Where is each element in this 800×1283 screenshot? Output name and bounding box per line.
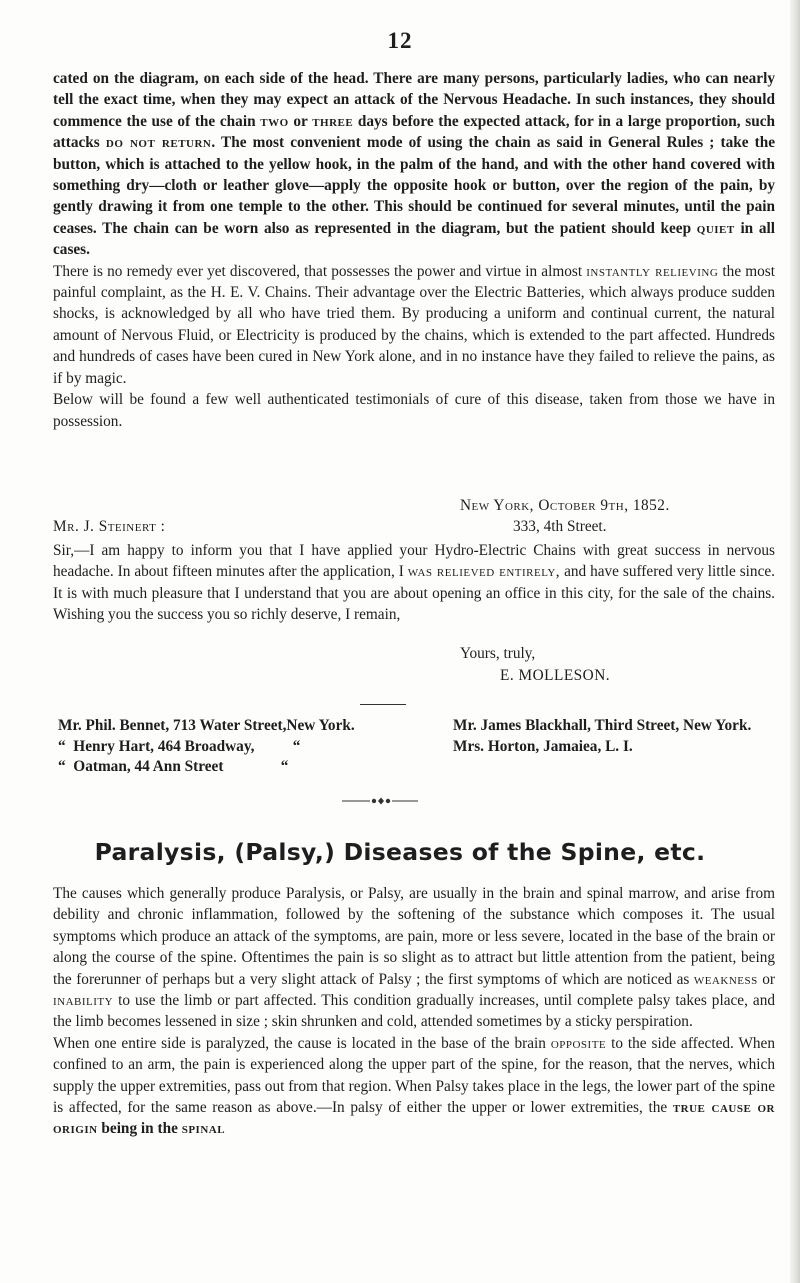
section-p1-text-3: to use the limb or part affected. This condition gradually increases, until complete palsy takes place, and the limb becomes lessened in size ; skin shrunken and cold, attended sometimes by a sticky perspiration. <box>53 992 775 1031</box>
section-p1-text: The causes which generally produce Paralysis, or Palsy, are usually in the brain and spinal marrow, and arise from debility and chronic inflammation, followed by the softening of the substance which composes it. The usual symptoms which produce an attack of the symptoms, are pain, more or less severe, located in the base of the brain or along the course of the spine. Oftentimes the pain is so slight as to attract but little attention from the patient, being the forerunner of perhaps but a very slight attack of Palsy ; the first symptoms of which are noticed as <box>53 885 775 988</box>
section-p1-text-2: or <box>762 970 775 988</box>
intro-p1-text: cated on the diagram, on each side of the head. There are many persons, particularly ladies, who can nearly tell the exact time, when they may expect an attack of the Nervous Headache. In such instances, they should commence the use of the chain <box>53 70 775 130</box>
intro-p2-text: There is no remedy ever yet discovered, that possesses the power and virtue in almost <box>53 262 583 280</box>
intro-p1-text-4: . The most convenient mode of using the chain as said in General Rules ; take the button, which is attached to the yellow hook, in the palm of the hand, and with the other hand covered with something dry—cloth or leather glove—apply the opposite hook or button, over the region of the pain, by gently drawing it from one temple to the other. This should be continued for several minutes, until the pain ceases. The chain can be worn also as represented in the diagram, but the patient should keep <box>53 134 776 237</box>
reference-item: Mrs. Horton, Jamaiea, L. I. <box>453 737 633 755</box>
letter-addressee: Mr. J. Steinert : <box>53 518 166 535</box>
section-p2-emphasis-3: spinal <box>181 1120 226 1138</box>
letter-closing: Yours, truly, <box>460 645 536 662</box>
letter-body-text-2: and have suffered very little since. It is with much pleasure that I understand that you are about opening an office in this city, for the sale of the chains. Wishing you the success you so richly deserve, I remain, <box>53 563 775 624</box>
letter-body <box>53 540 775 626</box>
intro-paragraph-1 <box>53 68 775 261</box>
section-p2-text: When one entire side is paralyzed, the cause is located in the base of the brain <box>53 1034 546 1052</box>
reference-column-left <box>58 716 355 778</box>
intro-p1-text-5: in all cases. <box>53 219 776 259</box>
intro-p1-emphasis-4: quiet <box>696 219 735 237</box>
section-p2-emphasis-2: true cause or origin <box>53 1099 775 1138</box>
section-p2-text-2: to the side affected. When confined to an arm, the pain is experienced along the upper part of the spine, for the reason, that the nerves, which supply the upper extremities, pass out from that region. When Palsy takes place in the legs, the lower part of the spine is affected, for the same reason as above.—In palsy of either the upper or lower extremities, the <box>53 1034 775 1117</box>
section-heading: Paralysis, (Palsy,) Diseases of the Spine, etc. <box>94 838 706 866</box>
intro-p1-emphasis-2: three <box>312 112 354 130</box>
intro-p1-text-3: days before the expected attack, for in a large proportion, such attacks <box>53 112 775 152</box>
page-edge-shadow <box>790 0 800 1283</box>
ornamental-divider <box>340 796 420 806</box>
intro-p2-emphasis: instantly relieving <box>586 262 719 280</box>
section-p1-emphasis-2: inability <box>53 992 114 1010</box>
intro-p3-text: Below will be found a few well authenticated testimonials of cure of this disease, taken from those we have in possession. <box>53 391 775 430</box>
letter-body-emphasis: was relieved entirely, <box>407 563 561 581</box>
section-p2-text-3: being in the <box>101 1120 178 1138</box>
section-p2-emphasis-1: opposite <box>550 1034 607 1052</box>
section-paragraph-2 <box>53 1033 775 1140</box>
page-number: 12 <box>387 28 413 53</box>
separator-rule <box>360 704 406 705</box>
section-body <box>53 883 775 1140</box>
letter-address: 333, 4th Street. <box>513 518 607 535</box>
intro-p1-text-2: or <box>293 112 308 130</box>
letter-body-text: Sir,—I am happy to inform you that I have applied your Hydro-Electric Chains with great success in nervous headache. In about fifteen minutes after the application, I <box>53 542 775 581</box>
letter-paragraph <box>53 540 775 626</box>
intro-p1-emphasis-3: do not return <box>105 134 212 152</box>
section-paragraph-1 <box>53 883 775 1033</box>
intro-paragraph-2 <box>53 261 775 389</box>
letter-date: New York, October 9th, 1852. <box>460 497 670 514</box>
reference-item: Mr. James Blackhall, Third Street, New York. <box>453 717 752 734</box>
section-p1-emphasis-1: weakness <box>693 970 758 988</box>
reference-column-right <box>453 716 751 757</box>
intro-p2-text-2: the most painful complaint, as the H. E. V. Chains. Their advantage over the Electric Batteries, which always produce sudden shocks, is acknowledged by all who have tried them. By producing a uniform and continual current, the natural amount of Nervous Fluid, or Electricity is produced by the chains, which is extended to the part affected. Hundreds and hundreds of cases have been cured in New York alone, and in no instance have they failed to relieve the pains, as if by magic. <box>53 262 776 387</box>
reference-item: Mr. Phil. Bennet, 713 Water Street,New York. <box>58 717 355 734</box>
intro-p1-emphasis-1: two <box>260 112 289 130</box>
intro-text <box>53 68 775 432</box>
letter-signature: E. MOLLESON. <box>500 667 611 684</box>
reference-item: “ Oatman, 44 Ann Street “ <box>58 758 289 775</box>
reference-item: “ Henry Hart, 464 Broadway, “ <box>58 737 301 755</box>
intro-paragraph-3 <box>53 389 775 432</box>
